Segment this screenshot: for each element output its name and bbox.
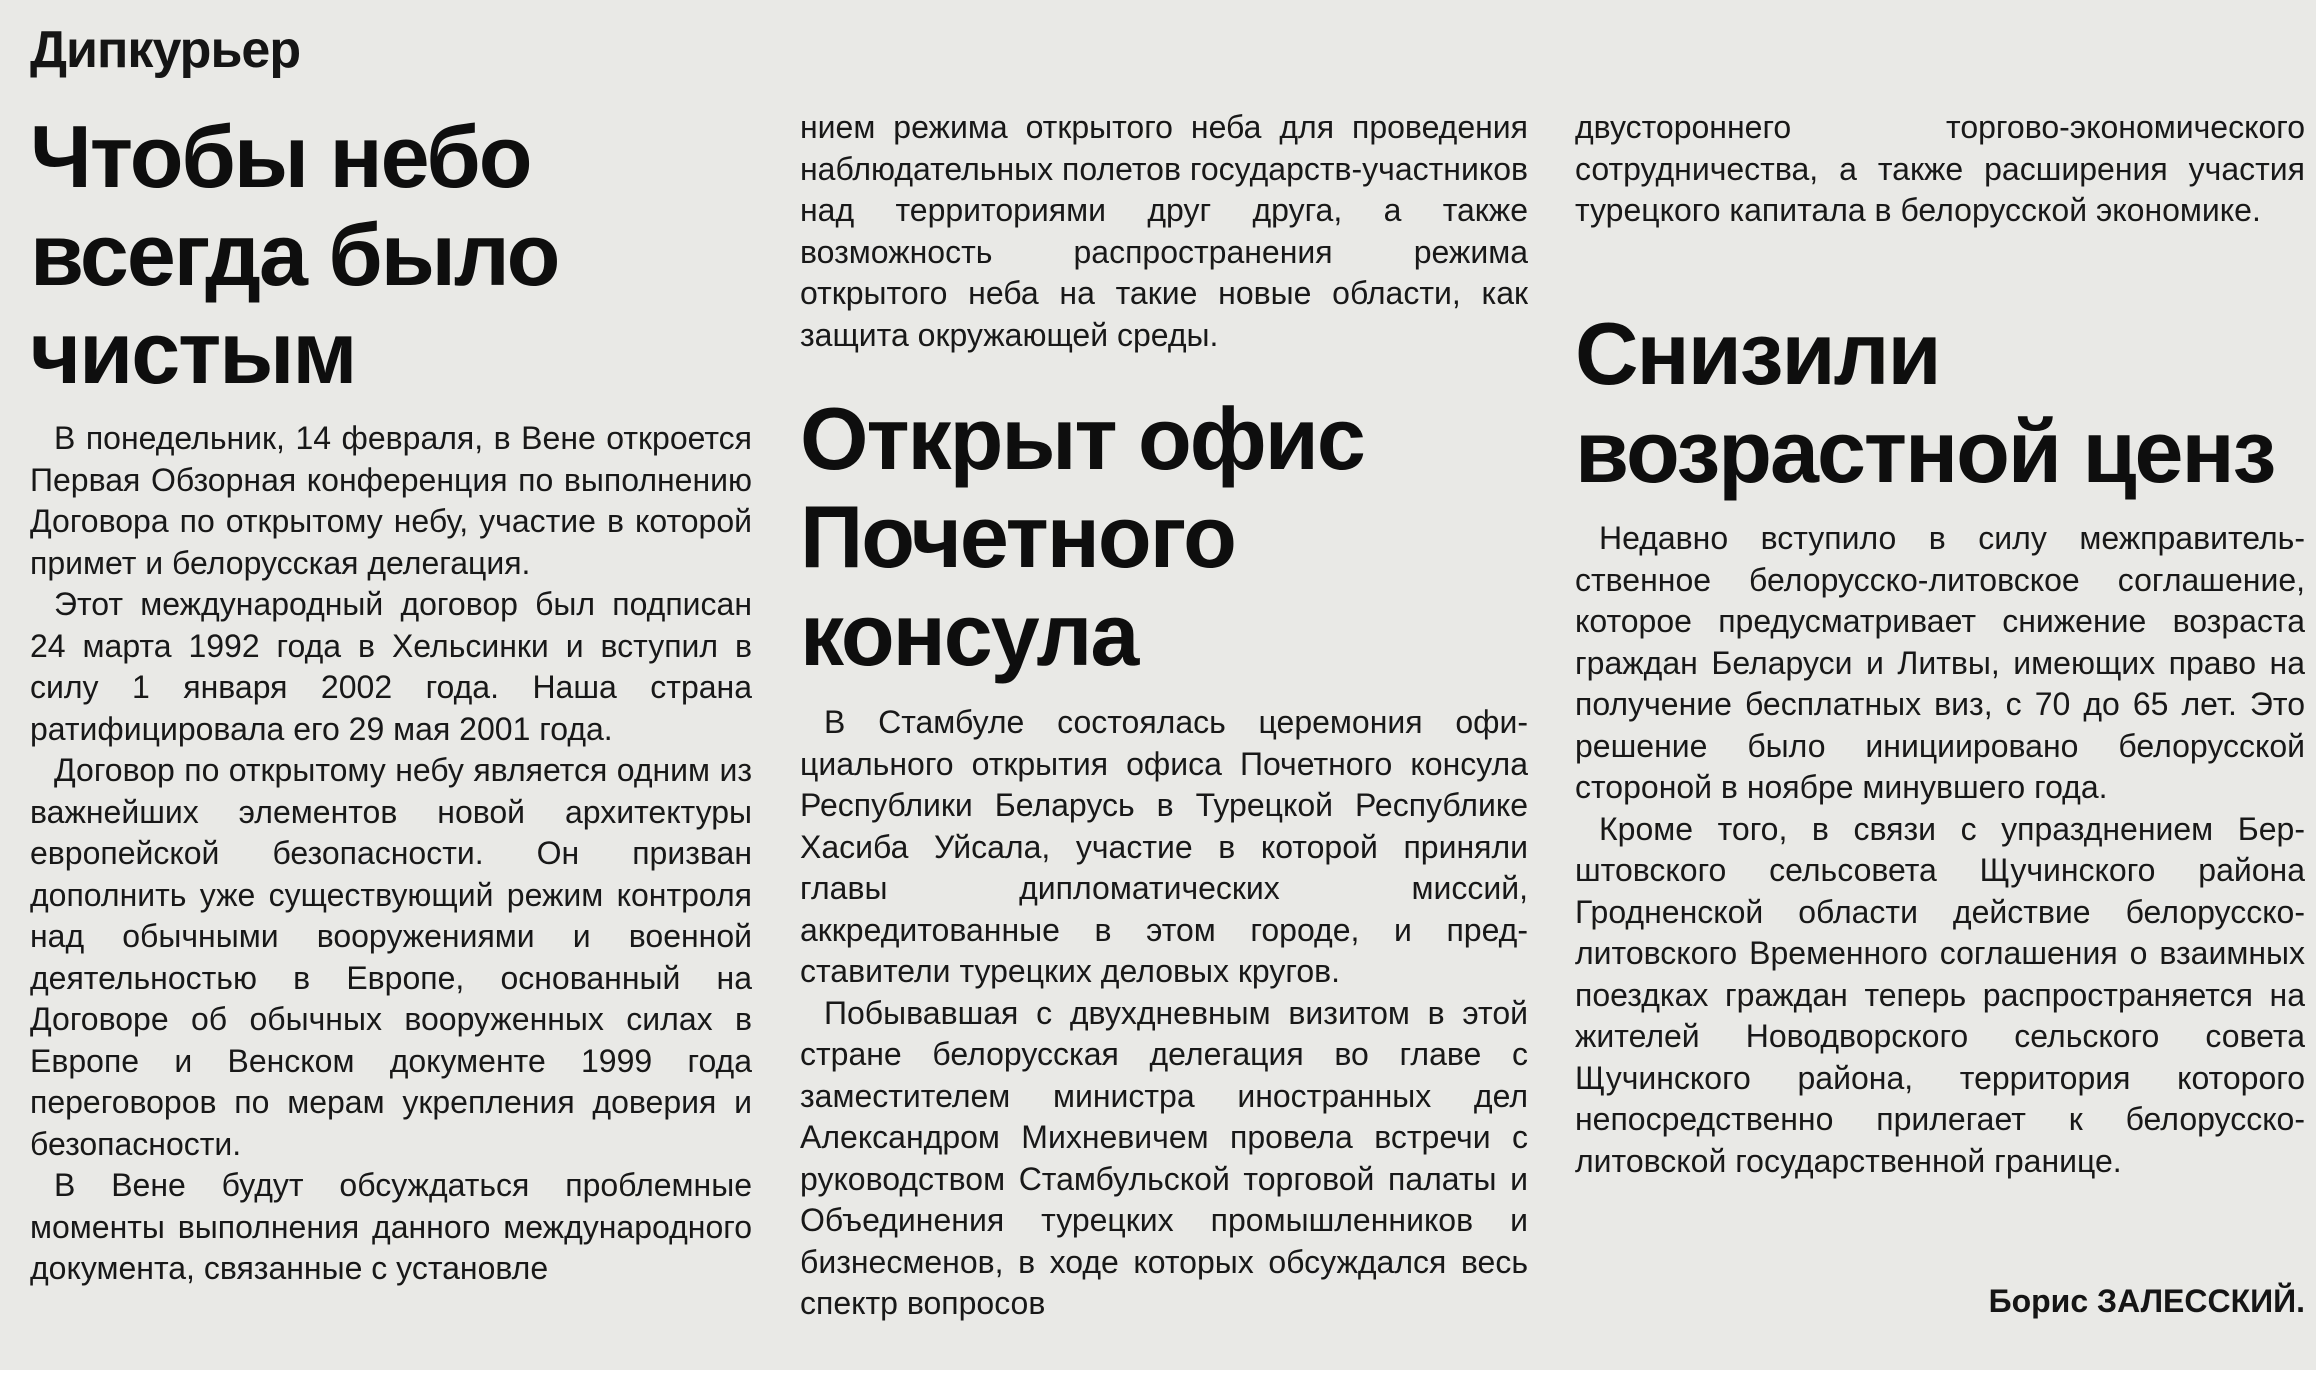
article-paragraph: В понедельник, 14 февраля, в Вене откроется Первая Обзорная конференция по выполнению Договора по открытому небу, участие в которой примет и белорусская делегация. bbox=[30, 420, 752, 581]
headline-line: возрастной ценз bbox=[1575, 402, 2275, 501]
article-1-continuation bbox=[800, 107, 1528, 356]
headline-line: всегда было bbox=[30, 205, 559, 304]
rubric-label: Дипкурьер bbox=[30, 21, 301, 79]
article-paragraph: Побывавшая с двухдневным визитом в этой стране белорусская делегация во главе с заместителем министра иностранных дел Александром Михневичем провела встречи с руководством Стамбульской торговой палаты и Объединения турецких промышленников и бизнесменов, в ходе которых обсуждался весь спектр вопросов bbox=[800, 994, 1528, 1321]
article-2-continuation bbox=[1575, 107, 2305, 232]
headline-line: Открыт офис bbox=[800, 389, 1364, 488]
article-2-body bbox=[800, 702, 1528, 1325]
author-signature: Борис ЗАЛЕССКИЙ. bbox=[1988, 1283, 2305, 1319]
headline-line: чистым bbox=[30, 303, 356, 402]
article-2-headline bbox=[800, 390, 1528, 684]
article-paragraph: В Вене будут обсуждаться проблемные моменты выполнения данного международного документа, связанные с установле bbox=[30, 1167, 752, 1286]
headline-line: Снизили bbox=[1575, 304, 1940, 403]
article-paragraph: Недавно вступило в силу межправительственное белорусско-литовское соглашение, которое предусматривает снижение возраста граждан Беларуси и Литвы, имеющих право на получение бесплатных виз, с 70 до 65 лет. Это решение было инициировано белорусской стороной в ноябре минувшего года. bbox=[1575, 520, 2305, 805]
article-paragraph: Кроме того, в связи с упразднением Берштовского сельсовета Щучинского района Гродненской области действие белорусско-литовского Временного соглашения о взаимных поездках граждан теперь распространяется на жителей Новодворского сельского совета Щучинского района, территория которого непосредственно прилегает к белорусско-литовской государственной границе. bbox=[1575, 810, 2305, 1179]
article-3-headline bbox=[1575, 305, 2305, 501]
article-paragraph: Этот международный договор был подписан 24 марта 1992 года в Хельсинки и вступил в силу 1 января 2002 года. Наша страна ратифицировала его 29 мая 2001 года. bbox=[30, 586, 752, 747]
headline-line: Чтобы небо bbox=[30, 107, 531, 206]
article-paragraph: двустороннего торгово-экономического сотрудничества, а также расширения участия турецкого капитала в белорусской экономике. bbox=[1575, 109, 2305, 228]
article-paragraph: Договор по открытому небу является одним из важнейших элементов новой архитектуры европейской безопасности. Он призван дополнить уже существующий режим контроля над обычными вооружениями и военной деятельностью в Европе, основанный на Договоре об обычных вооруженных силах в Европе и Венском документе 1999 года переговоров по мерам укрепления доверия и безопасности. bbox=[30, 752, 752, 1162]
column-2 bbox=[800, 0, 1528, 1370]
headline-line: консула bbox=[800, 585, 1138, 684]
headline-line: Почетного bbox=[800, 487, 1235, 586]
article-1-body bbox=[30, 418, 752, 1290]
column-1 bbox=[30, 0, 752, 1370]
article-paragraph: В Стамбуле состоялась церемония официального открытия офиса Почетного консула Республики Беларусь в Турецкой Республике Хасиба Уйсала, участие в которой приняли главы дипломатических миссий, аккредитованные в этом городе, и представители турецких деловых кругов. bbox=[800, 704, 1528, 989]
article-1-headline bbox=[30, 108, 750, 402]
article-paragraph: нием режима открытого неба для проведения наблюдательных полетов государств-участников над территориями друг друга, а также возможность распространения режима открытого неба на такие новые области, как защита окружающей среды. bbox=[800, 109, 1528, 353]
article-3-body bbox=[1575, 518, 2305, 1182]
column-3 bbox=[1575, 0, 2305, 1370]
